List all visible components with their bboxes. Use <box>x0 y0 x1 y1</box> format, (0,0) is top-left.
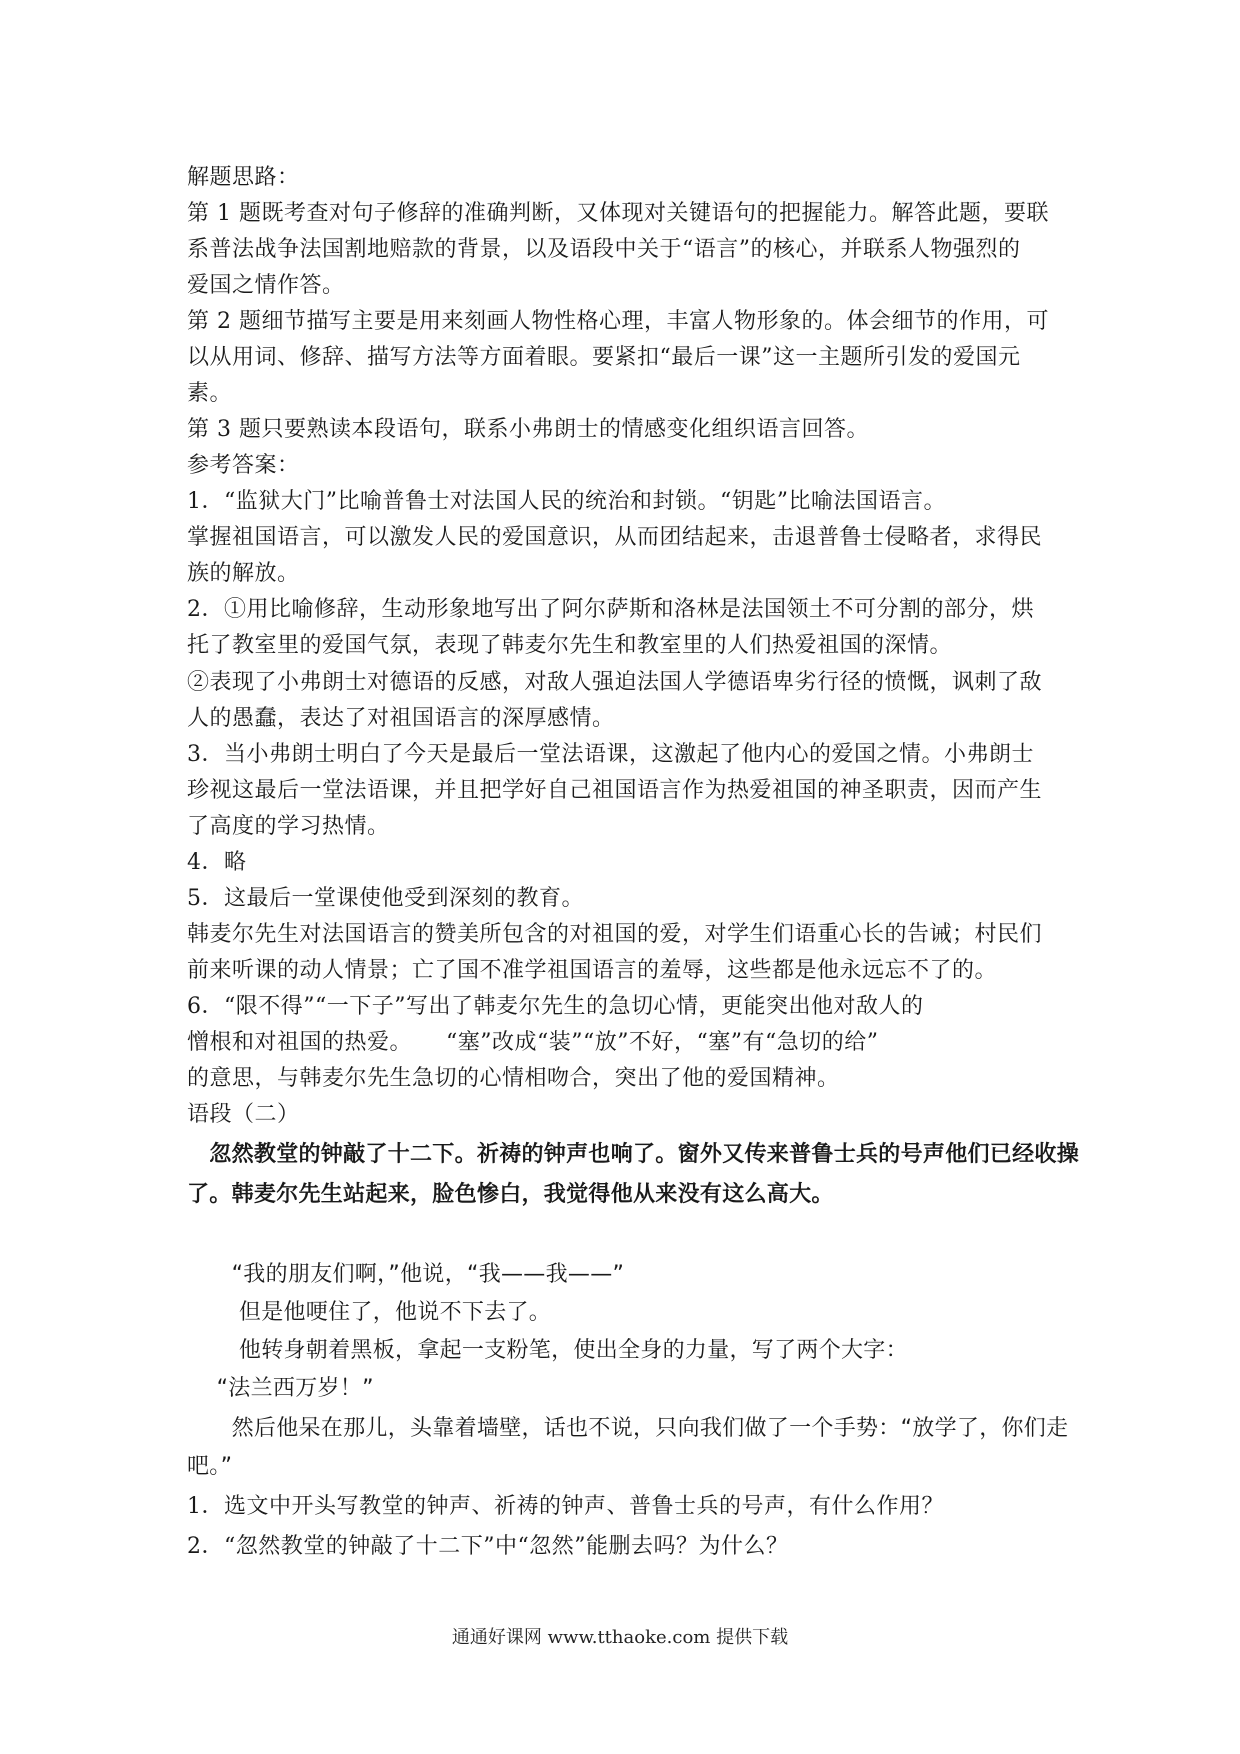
text-line: 爱国之情作答。 <box>187 273 345 298</box>
answer-line: 憎根和对祖国的热爱。 “塞”改成“装”“放”不好，“塞”有“急切的给” <box>187 1030 879 1055</box>
answer-line: 4．略 <box>187 850 247 875</box>
answer-line: ②表现了小弗朗士对德语的反感，对敌人强迫法国人学德语卑劣行径的愤慨，讽刺了敌 <box>187 670 1043 695</box>
passage-line: 但是他哽住了，他说不下去了。 <box>187 1300 552 1325</box>
text-line: 第 1 题既考查对句子修辞的准确判断，又体现对关键语句的把握能力。解答此题，要联 <box>187 201 1049 226</box>
answer-line: 5．这最后一堂课使他受到深刻的教育。 <box>187 886 584 911</box>
answer-line: 韩麦尔先生对法国语言的赞美所包含的对祖国的爱，对学生们语重心长的告诫；村民们 <box>187 922 1043 947</box>
answer-line: 6．“限不得”“一下子”写出了韩麦尔先生的急切心情，更能突出他对敌人的 <box>187 994 924 1019</box>
answer-line: 了高度的学习热情。 <box>187 814 390 839</box>
section-heading: 解题思路： <box>187 165 300 190</box>
answer-line: 珍视这最后一堂法语课，并且把学好自己祖国语言作为热爱祖国的神圣职责，因而产生 <box>187 778 1043 803</box>
answer-line: 2．①用比喻修辞，生动形象地写出了阿尔萨斯和洛林是法国领土不可分割的部分，烘 <box>187 597 1034 622</box>
section-heading: 参考答案： <box>187 453 300 478</box>
answer-line: 掌握祖国语言，可以激发人民的爱国意识，从而团结起来，击退普鲁士侵略者，求得民 <box>187 525 1043 550</box>
question-line: 2．“忽然教堂的钟敲了十二下”中“忽然”能删去吗？为什么？ <box>187 1534 789 1559</box>
answer-line: 人的愚蠢，表达了对祖国语言的深厚感情。 <box>187 706 615 731</box>
answer-line: 3．当小弗朗士明白了今天是最后一堂法语课，这激起了他内心的爱国之情。小弗朗士 <box>187 742 1034 767</box>
answer-line: 的意思，与韩麦尔先生急切的心情相吻合，突出了他的爱国精神。 <box>187 1066 840 1091</box>
question-line: 1．选文中开头写教堂的钟声、祈祷的钟声、普鲁士兵的号声，有什么作用？ <box>187 1494 944 1519</box>
section-heading: 语段（二） <box>187 1102 300 1127</box>
answer-line: 前来听课的动人情景；亡了国不准学祖国语言的羞辱，这些都是他永远忘不了的。 <box>187 958 998 983</box>
passage-line: 忽然教堂的钟敲了十二下。祈祷的钟声也响了。窗外又传来普鲁士兵的号声他们已经收操 <box>187 1142 1080 1167</box>
passage-line: 他转身朝着黑板，拿起一支粉笔，使出全身的力量，写了两个大字： <box>187 1338 908 1363</box>
answer-line: 族的解放。 <box>187 561 300 586</box>
passage-line: “我的朋友们啊，”他说，“我——我——” <box>187 1262 625 1287</box>
answer-line: 托了教室里的爱国气氛，表现了韩麦尔先生和教室里的人们热爱祖国的深情。 <box>187 633 953 658</box>
passage-line: 了。韩麦尔先生站起来，脸色惨白，我觉得他从来没有这么高大。 <box>187 1182 834 1207</box>
text-line: 系普法战争法国割地赔款的背景，以及语段中关于“语言”的核心，并联系人物强烈的 <box>187 237 1021 262</box>
passage-line: 吧。” <box>187 1454 233 1479</box>
passage-line: “法兰西万岁！” <box>187 1376 374 1401</box>
passage-line: 然后他呆在那儿，头靠着墙壁，话也不说，只向我们做了一个手势：“放学了，你们走 <box>187 1416 1069 1441</box>
answer-line: 1．“监狱大门”比喻普鲁士对法国人民的统治和封锁。“钥匙”比喻法国语言。 <box>187 489 946 514</box>
text-line: 素。 <box>187 381 233 406</box>
text-line: 第 2 题细节描写主要是用来刻画人物性格心理，丰富人物形象的。体会细节的作用，可 <box>187 309 1049 334</box>
page-footer: 通通好课网 www.tthaoke.com 提供下载 <box>451 1627 789 1648</box>
text-line: 以从用词、修辞、描写方法等方面着眼。要紧扣“最后一课”这一主题所引发的爱国元 <box>187 345 1021 370</box>
text-line: 第 3 题只要熟读本段语句，联系小弗朗士的情感变化组织语言回答。 <box>187 417 869 442</box>
